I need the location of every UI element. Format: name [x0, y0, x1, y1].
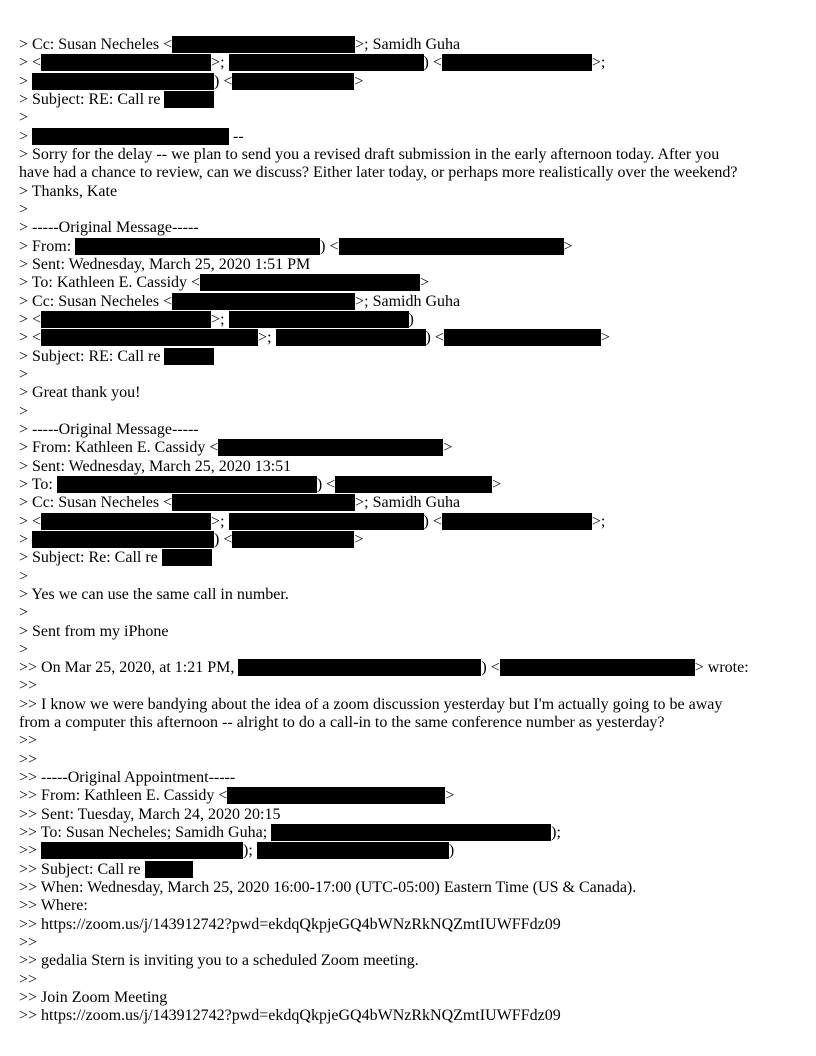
redaction-box — [232, 531, 354, 548]
email-line: > — [19, 604, 29, 622]
email-line: > < >; ) — [19, 310, 414, 328]
redaction-box — [164, 91, 214, 108]
email-line: > Great thank you! — [19, 384, 141, 402]
email-line: > ) < > — [19, 530, 364, 548]
email-line: > To: Kathleen E. Cassidy < > — [19, 274, 430, 292]
email-line: > < >; ) < >; — [19, 54, 606, 72]
email-line: > Cc: Susan Necheles < >; Samidh Guha — [19, 292, 461, 310]
redaction-box — [257, 842, 449, 859]
email-line: > — [19, 402, 29, 420]
email-line: >> gedalia Stern is inviting you to a scheduled Zoom meeting. — [19, 952, 419, 970]
redaction-box — [218, 439, 443, 456]
email-line: >> To: Susan Necheles; Samidh Guha; ); — [19, 824, 561, 842]
redaction-box — [232, 73, 354, 90]
email-line: >> — [19, 970, 38, 988]
email-line: > From: ) < > — [19, 237, 573, 255]
redaction-box — [172, 36, 355, 53]
email-line: > — [19, 567, 29, 585]
email-line: > Yes we can use the same call in number. — [19, 585, 289, 603]
email-line: > Thanks, Kate — [19, 182, 118, 200]
email-line: have had a chance to review, can we discuss? Either later today, or perhaps more realistically over the weekend? — [19, 164, 738, 182]
redaction-box — [164, 348, 214, 365]
email-line: > To: ) < > — [19, 475, 502, 493]
redaction-box — [172, 494, 355, 511]
redaction-box — [32, 73, 214, 90]
email-line: >> On Mar 25, 2020, at 1:21 PM, ) < > wrote: — [19, 659, 749, 677]
email-line: >> Subject: Call re — [19, 861, 804, 879]
email-line: >> When: Wednesday, March 25, 2020 16:00-17:00 (UTC-05:00) Eastern Time (US & Canada). — [19, 879, 637, 897]
email-line: >> https://zoom.us/j/143912742?pwd=ekdqQkpjeGQ4bWNzRkNQZmtIUWFFdz09 — [19, 1007, 561, 1025]
email-line: > Sent from my iPhone — [19, 622, 169, 640]
email-line: > From: Kathleen E. Cassidy < > — [19, 439, 453, 457]
email-line: >> From: Kathleen E. Cassidy < > — [19, 787, 455, 805]
email-line: > — [19, 365, 29, 383]
redaction-box — [41, 842, 243, 859]
email-line: > — [19, 640, 29, 658]
email-line: > Subject: RE: Call re — [19, 91, 804, 109]
redaction-box — [339, 238, 564, 255]
redaction-box — [41, 311, 211, 328]
redaction-box — [75, 238, 320, 255]
redaction-box — [442, 513, 592, 530]
email-line: >> — [19, 732, 38, 750]
email-body — [19, 36, 804, 1026]
email-line: > Cc: Susan Necheles < >; Samidh Guha — [19, 494, 461, 512]
redaction-box — [145, 861, 193, 878]
email-line: > — [19, 109, 29, 127]
redaction-box — [229, 513, 424, 530]
email-line: >> Sent: Tuesday, March 24, 2020 20:15 — [19, 805, 281, 823]
email-line: > Sent: Wednesday, March 25, 2020 13:51 — [19, 457, 292, 475]
redaction-box — [444, 329, 601, 346]
redaction-box — [238, 659, 481, 676]
email-line: >> — [19, 677, 38, 695]
email-line: >> ); ) — [19, 842, 455, 860]
email-line: > Subject: RE: Call re — [19, 348, 804, 366]
redaction-box — [41, 54, 211, 71]
email-line: >> https://zoom.us/j/143912742?pwd=ekdqQkpjeGQ4bWNzRkNQZmtIUWFFdz09 — [19, 915, 561, 933]
email-line: > — [19, 200, 29, 218]
redaction-box — [276, 329, 426, 346]
redaction-box — [57, 476, 317, 493]
email-line: >> Where: — [19, 897, 88, 915]
email-line: from a computer this afternoon -- alright to do a call-in to the same conference number as yesterday? — [19, 714, 665, 732]
email-line: > < >; ) < >; — [19, 512, 606, 530]
email-line: > < >; ) < > — [19, 329, 610, 347]
email-line: >> -----Original Appointment----- — [19, 769, 236, 787]
redaction-box — [32, 531, 214, 548]
email-line: >> — [19, 934, 38, 952]
redaction-box — [227, 787, 445, 804]
redaction-box — [500, 659, 695, 676]
redaction-box — [271, 824, 551, 841]
email-line: >> I know we were bandying about the idea of a zoom discussion yesterday but I'm actually going to be away — [19, 695, 723, 713]
redaction-box — [32, 128, 229, 145]
email-line: > Subject: Re: Call re — [19, 549, 804, 567]
redaction-box — [172, 293, 355, 310]
redaction-box — [41, 513, 211, 530]
email-line: > -----Original Message----- — [19, 219, 199, 237]
redaction-box — [335, 476, 492, 493]
redaction-box — [200, 274, 420, 291]
email-line: > Sorry for the delay -- we plan to send you a revised draft submission in the early afternoon today. After you — [19, 145, 720, 163]
redaction-box — [229, 311, 409, 328]
redaction-box — [229, 54, 424, 71]
redaction-box — [41, 329, 258, 346]
email-line: > -- — [19, 127, 244, 145]
email-line: >> — [19, 750, 38, 768]
email-line: >> Join Zoom Meeting — [19, 989, 168, 1007]
email-line: > ) < > — [19, 72, 364, 90]
email-line: > Cc: Susan Necheles < >; Samidh Guha — [19, 36, 461, 53]
redaction-box — [442, 54, 592, 71]
email-line: > -----Original Message----- — [19, 420, 199, 438]
redaction-box — [162, 549, 212, 566]
email-line: > Sent: Wednesday, March 25, 2020 1:51 PM — [19, 255, 311, 273]
